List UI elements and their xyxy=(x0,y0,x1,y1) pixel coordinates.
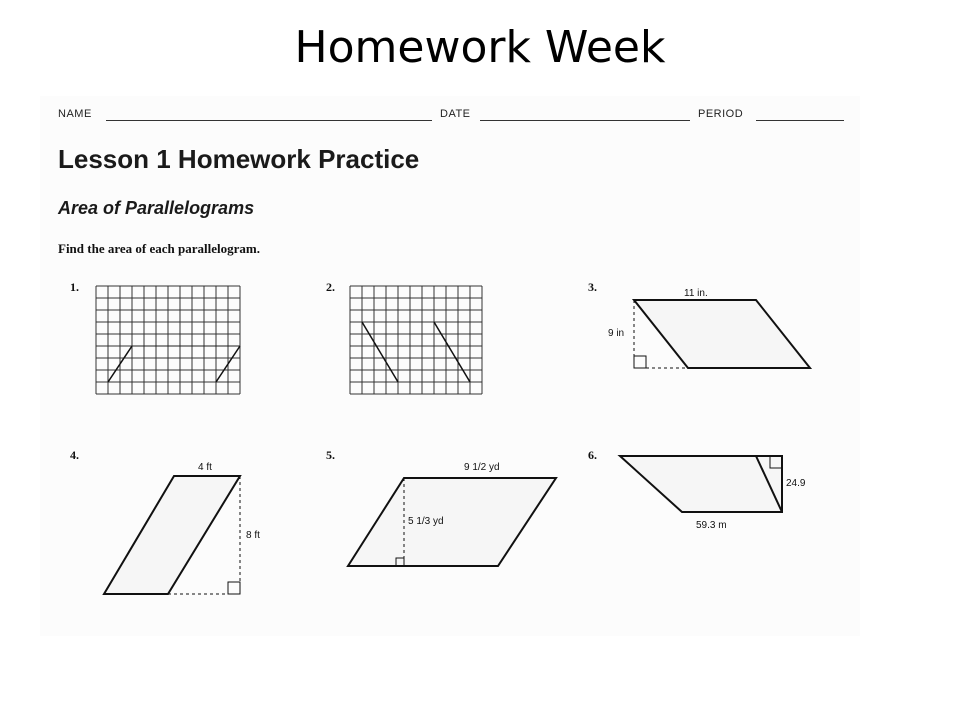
problem-3-base-label: 11 in. xyxy=(684,288,708,299)
problem-3-right-angle-mark xyxy=(634,356,646,368)
period-label: PERIOD xyxy=(698,108,744,120)
problem-4-figure xyxy=(96,452,286,602)
problem-5-height-label: 5 1/3 yd xyxy=(408,516,444,527)
problem-5-base-label: 9 1/2 yd xyxy=(464,462,500,473)
worksheet xyxy=(40,96,860,636)
problem-4-right-angle-mark xyxy=(228,582,240,594)
problem-4-height-label: 8 ft xyxy=(246,530,260,541)
problem-6-number: 6. xyxy=(588,448,597,462)
problem-6-height-label: 24.9 xyxy=(786,478,806,489)
instructions: Find the area of each parallelogram. xyxy=(58,241,260,256)
problem-6-base-label: 59.3 m xyxy=(696,520,727,531)
problem-2-parallelogram xyxy=(362,322,470,382)
name-line xyxy=(106,120,432,121)
lesson-subtitle: Area of Parallelograms xyxy=(58,198,255,218)
problem-5-number: 5. xyxy=(326,448,335,462)
lesson-title: Lesson 1 Homework Practice xyxy=(58,144,420,174)
problem-2-grid xyxy=(350,286,482,394)
problem-1-number: 1. xyxy=(70,280,79,294)
date-line xyxy=(480,120,690,121)
problem-4-base-label: 4 ft xyxy=(198,462,212,473)
problem-4-parallelogram xyxy=(104,476,240,594)
period-line xyxy=(756,120,844,121)
problem-3-parallelogram xyxy=(634,300,810,368)
problem-6-parallelogram xyxy=(620,456,782,512)
problem-3-number: 3. xyxy=(588,280,597,294)
date-label: DATE xyxy=(440,108,471,120)
problem-5-parallelogram xyxy=(348,478,556,566)
problem-6-figure xyxy=(610,452,830,562)
name-label: NAME xyxy=(58,108,92,120)
problem-1-parallelogram xyxy=(108,346,240,382)
problem-3-figure xyxy=(600,276,820,376)
problem-2-grid-figure xyxy=(350,286,492,404)
slide-title: Homework Week xyxy=(294,22,666,73)
problem-3-height-label: 9 in xyxy=(608,328,625,339)
problem-1-grid-figure xyxy=(96,286,242,404)
problem-2-number: 2. xyxy=(326,280,335,294)
problem-5-figure xyxy=(340,452,570,572)
problem-4-number: 4. xyxy=(70,448,79,462)
